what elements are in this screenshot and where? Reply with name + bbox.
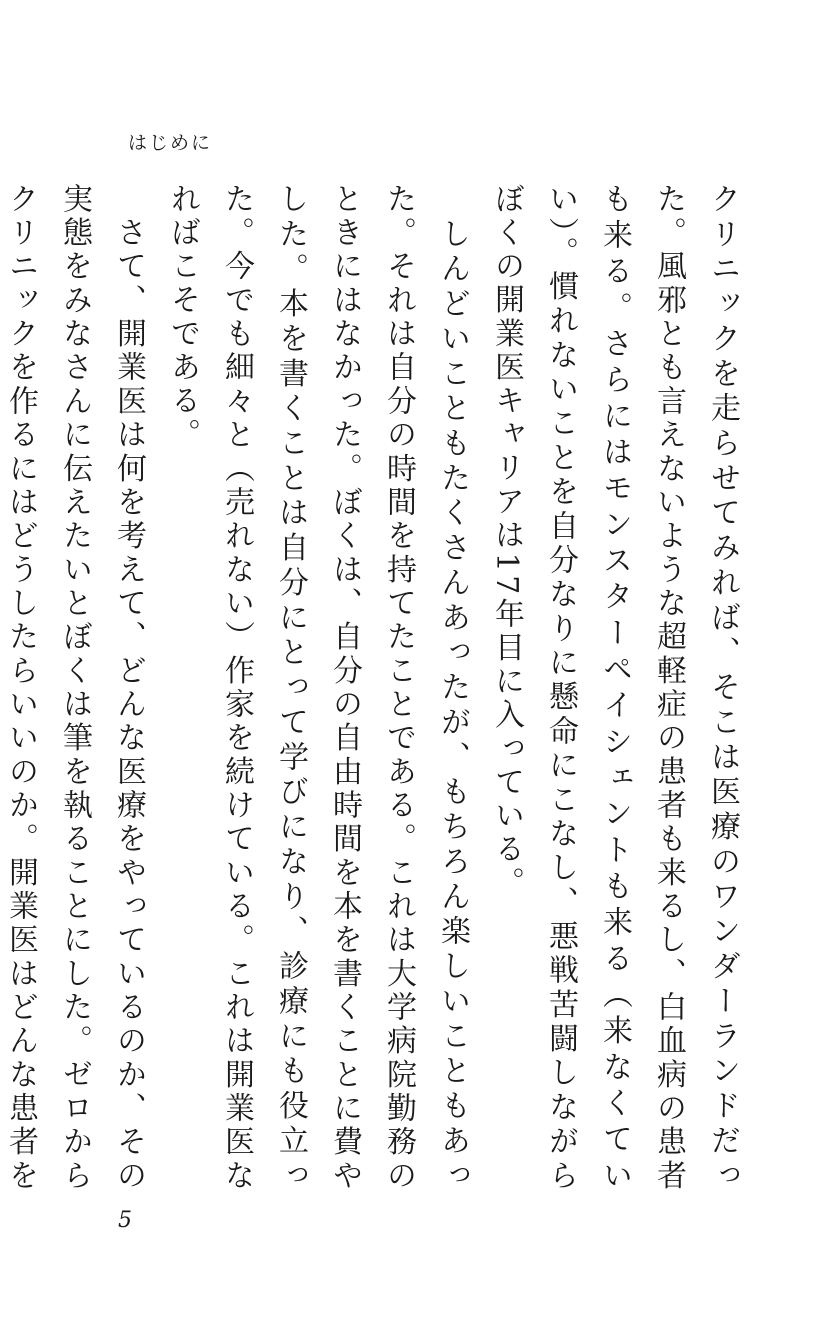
page-number: 5: [118, 1208, 132, 1233]
paragraph: クリニックを走らせてみれば、そこは医療のワンダーランドだった。風邪とも言えないような超軽症の患者も来るし、白血病の患者も来る。さらにはモンスターペイシェントも来る（来なくていい）。慣れないことを自分なりに懸命にこなし、悪戦苦闘しながらぼくの開業医キャリアは17年目に入っている。: [489, 183, 740, 1193]
body-text: [0, 183, 749, 1193]
paragraph: さて、開業医は何を考えて、どんな医療をやっているのか、その実態をみなさんに伝えたいとぼくは筆を執ることにした。ゼロからクリニックを作るにはどうしたらいいのか。開業医はどんな患者を: [3, 183, 146, 1193]
running-head: はじめに: [128, 132, 213, 154]
paragraph: しんどいこともたくさんあったが、もちろん楽しいこともあった。それは自分の時間を持てたことである。これは大学病院勤務のときにはなかった。ぼくは、自分の自由時間を本を書くことに費やした。本を書くことは自分にとって学びになり、診療にも役立った。今でも細々と（売れない）作家を続けている。これは開業医なればこそである。: [165, 183, 470, 1193]
